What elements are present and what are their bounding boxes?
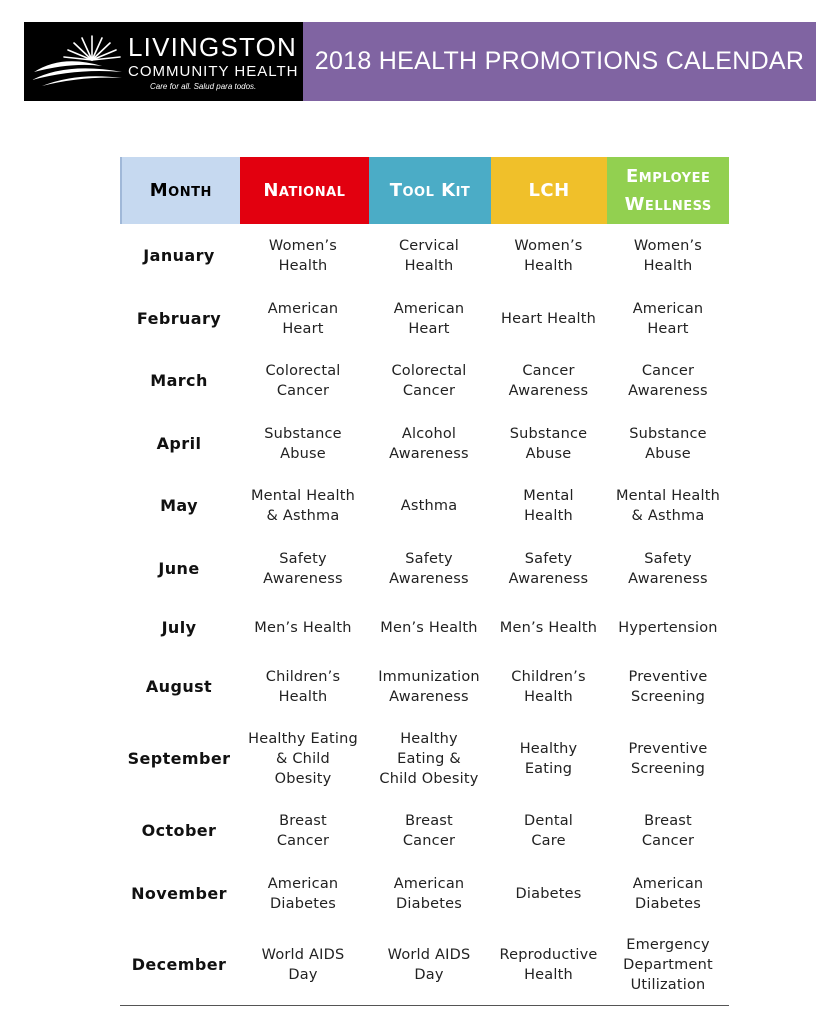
cell-text-line: Care (531, 833, 566, 849)
employee-wellness-cell (607, 811, 729, 851)
toolkit-cell (368, 236, 490, 276)
cell-text-line: Awareness (389, 570, 469, 587)
cell-text-line: & Asthma (631, 508, 705, 524)
cell-text-line: Colorectal (265, 363, 341, 379)
cell-text-line: Healthy (519, 741, 578, 757)
table-row (120, 224, 729, 287)
header-employee-wellness-line: Employee (626, 165, 711, 187)
lch-cell (490, 945, 607, 985)
cell-text-line: American (267, 300, 339, 317)
organization-subtitle: COMMUNITY HEALTH (128, 63, 299, 80)
cell-text-line: Emergency (626, 936, 710, 953)
employee-wellness-cell (607, 361, 729, 401)
cell-text-line: Heart Health (501, 310, 596, 327)
cell-text-line: Department (623, 956, 713, 973)
cell-text-line: Day (414, 966, 444, 983)
cell-text-line: Children’s (511, 669, 586, 685)
national-cell (238, 549, 368, 589)
cell-text-line: Health (278, 689, 328, 705)
cell-text-line: Awareness (389, 445, 469, 462)
cell-text-line: Substance (264, 425, 342, 442)
header-month: Month (120, 157, 240, 224)
lch-cell (490, 811, 607, 851)
cell-text-line: Substance (629, 425, 707, 442)
cell-text-line: Healthy (400, 731, 458, 747)
cell-text-line: Diabetes (515, 885, 582, 902)
header-toolkit: Tool Kit (369, 157, 491, 224)
table-row (120, 475, 729, 537)
employee-wellness-cell (607, 424, 729, 464)
table-row (120, 800, 729, 862)
cell-text-line: Breast (279, 813, 327, 829)
cell-text-line: Awareness (263, 570, 343, 587)
table-row (120, 862, 729, 925)
calendar-title-bar (303, 22, 816, 101)
toolkit-cell (368, 729, 490, 789)
cell-text-line: Immunization (378, 669, 480, 685)
cell-text-line: & Child (276, 751, 330, 767)
employee-wellness-cell (607, 486, 729, 526)
cell-text-line: Eating & (397, 751, 461, 767)
month-cell: February (136, 308, 222, 328)
cell-text-line: Cancer (522, 363, 575, 379)
table-row (120, 656, 729, 718)
cell-text-line: Cancer (276, 833, 330, 849)
header-employee-wellness-line: Wellness (624, 193, 712, 215)
header-national: National (240, 157, 370, 224)
national-cell (238, 729, 368, 789)
month-cell: March (150, 371, 208, 390)
cell-text-line: Women’s (633, 237, 703, 254)
lch-cell (490, 309, 607, 329)
employee-wellness-cell (607, 935, 729, 995)
page-title: 2018 HEALTH PROMOTIONS CALENDAR (314, 47, 805, 75)
table-row (120, 718, 729, 800)
cell-text-line: Safety (405, 550, 453, 567)
cell-text-line: Breast (405, 813, 453, 829)
month-cell: May (160, 496, 198, 515)
lch-cell (490, 486, 607, 526)
cell-text-line: Cancer (402, 383, 456, 399)
toolkit-cell (368, 667, 490, 707)
cell-text-line: Abuse (280, 445, 326, 462)
cell-text-line: Mental Health (250, 488, 356, 504)
table-row (120, 350, 729, 412)
cell-text-line: Cervical (398, 237, 460, 254)
cell-text-line: Cancer (276, 383, 330, 399)
cell-text-line: Health (278, 257, 328, 274)
employee-wellness-cell (607, 299, 729, 339)
health-promotions-table (120, 157, 729, 1004)
national-cell (238, 945, 368, 985)
toolkit-cell (368, 549, 490, 589)
cell-text-line: Screening (630, 689, 706, 705)
month-cell: August (145, 677, 213, 696)
employee-wellness-cell (607, 236, 729, 276)
cell-text-line: Diabetes (396, 895, 462, 912)
cell-text-line: Health (643, 257, 693, 274)
month-cell: October (141, 821, 217, 840)
month-cell: July (161, 618, 197, 637)
cell-text-line: American (632, 875, 704, 892)
cell-text-line: Women’s (514, 237, 583, 254)
national-cell (238, 299, 368, 339)
cell-text-line: Awareness (389, 689, 469, 705)
cell-text-line: Preventive (628, 741, 708, 757)
table-header-row (120, 157, 729, 224)
month-cell: December (131, 954, 227, 974)
national-cell (238, 424, 368, 464)
cell-text-line: Men’s Health (254, 620, 352, 636)
lch-cell (490, 618, 607, 638)
cell-text-line: Diabetes (635, 895, 701, 912)
cell-text-line: Breast (644, 813, 692, 829)
cell-text-line: World AIDS (387, 946, 471, 963)
national-cell (238, 667, 368, 707)
cell-text-line: Safety (524, 550, 573, 567)
toolkit-cell (368, 496, 490, 516)
lch-cell (490, 361, 607, 401)
toolkit-cell (368, 874, 490, 914)
employee-wellness-cell (607, 739, 729, 779)
cell-text-line: Preventive (628, 669, 708, 685)
cell-text-line: World AIDS (261, 946, 345, 963)
cell-text-line: Eating (524, 761, 573, 777)
table-body (120, 224, 729, 1004)
employee-wellness-cell (607, 874, 729, 914)
cell-text-line: Alcohol (401, 425, 457, 442)
cell-text-line: Cancer (402, 833, 456, 849)
organization-logo (24, 22, 303, 101)
cell-text-line: Dental (523, 813, 574, 829)
lch-cell (490, 549, 607, 589)
table-row (120, 287, 729, 350)
header-lch: LCH (491, 157, 608, 224)
cell-text-line: Health (524, 257, 573, 274)
cell-text-line: Cancer (641, 833, 695, 849)
organization-tagline: Care for all. Salud para todos. (150, 82, 257, 91)
lch-cell (490, 236, 607, 276)
cell-text-line: American (632, 300, 704, 317)
national-cell (238, 361, 368, 401)
table-row (120, 925, 729, 1004)
cell-text-line: American (393, 300, 465, 317)
cell-text-line: Diabetes (270, 895, 336, 912)
cell-text-line: American (267, 875, 339, 892)
sun-wave-logo-icon (32, 32, 124, 88)
cell-text-line: Safety (644, 550, 692, 567)
cell-text-line: Day (288, 966, 318, 983)
cell-text-line: Health (524, 966, 573, 983)
cell-text-line: Awareness (628, 570, 708, 587)
organization-name: LIVINGSTON (128, 32, 298, 62)
national-cell (238, 618, 368, 638)
cell-text-line: Women’s (268, 237, 338, 254)
cell-text-line: Heart (282, 320, 324, 337)
cell-text-line: Healthy Eating (248, 731, 358, 747)
cell-text-line: Abuse (525, 445, 572, 462)
cell-text-line: Obesity (274, 771, 332, 787)
toolkit-cell (368, 945, 490, 985)
toolkit-cell (368, 811, 490, 851)
national-cell (238, 874, 368, 914)
cell-text-line: Abuse (645, 445, 691, 462)
cell-text-line: & Asthma (266, 508, 340, 524)
cell-text-line: Mental (523, 488, 574, 504)
cell-text-line: Screening (630, 761, 706, 777)
table-row (120, 412, 729, 475)
national-cell (238, 236, 368, 276)
cell-text-line: Health (404, 257, 454, 274)
lch-cell (490, 884, 607, 904)
lch-cell (490, 667, 607, 707)
header-banner (24, 22, 816, 101)
month-cell: November (131, 883, 227, 903)
table-bottom-rule (120, 1005, 729, 1006)
table-row (120, 537, 729, 600)
cell-text-line: Awareness (508, 570, 589, 587)
toolkit-cell (368, 361, 490, 401)
cell-text-line: Reproductive (499, 946, 598, 963)
employee-wellness-cell (607, 667, 729, 707)
toolkit-cell (368, 299, 490, 339)
lch-cell (490, 739, 607, 779)
cell-text-line: Awareness (508, 383, 589, 399)
table-row (120, 600, 729, 656)
cell-text-line: Substance (509, 425, 588, 442)
month-cell: June (158, 558, 200, 578)
cell-text-line: Hypertension (618, 620, 718, 636)
toolkit-cell (368, 424, 490, 464)
cell-text-line: Asthma (400, 498, 458, 514)
cell-text-line: Men’s Health (380, 620, 478, 636)
cell-text-line: Safety (279, 550, 327, 567)
month-cell: January (143, 245, 215, 265)
cell-text-line: Heart (408, 320, 450, 337)
cell-text-line: Awareness (628, 383, 708, 399)
employee-wellness-cell (607, 618, 729, 638)
cell-text-line: Men’s Health (499, 620, 598, 636)
cell-text-line: Heart (647, 320, 689, 337)
lch-cell (490, 424, 607, 464)
cell-text-line: Mental Health (615, 488, 721, 504)
toolkit-cell (368, 618, 490, 638)
cell-text-line: Children’s (265, 669, 341, 685)
header-employee-wellness (607, 157, 729, 224)
cell-text-line: Colorectal (391, 363, 467, 379)
month-cell: April (156, 433, 202, 453)
national-cell (238, 811, 368, 851)
cell-text-line: Health (524, 508, 573, 524)
cell-text-line: American (393, 875, 465, 892)
cell-text-line: Utilization (630, 976, 706, 993)
month-cell: September (127, 749, 231, 768)
national-cell (238, 486, 368, 526)
cell-text-line: Cancer (641, 363, 695, 379)
employee-wellness-cell (607, 549, 729, 589)
cell-text-line: Health (524, 689, 573, 705)
cell-text-line: Child Obesity (379, 771, 479, 787)
